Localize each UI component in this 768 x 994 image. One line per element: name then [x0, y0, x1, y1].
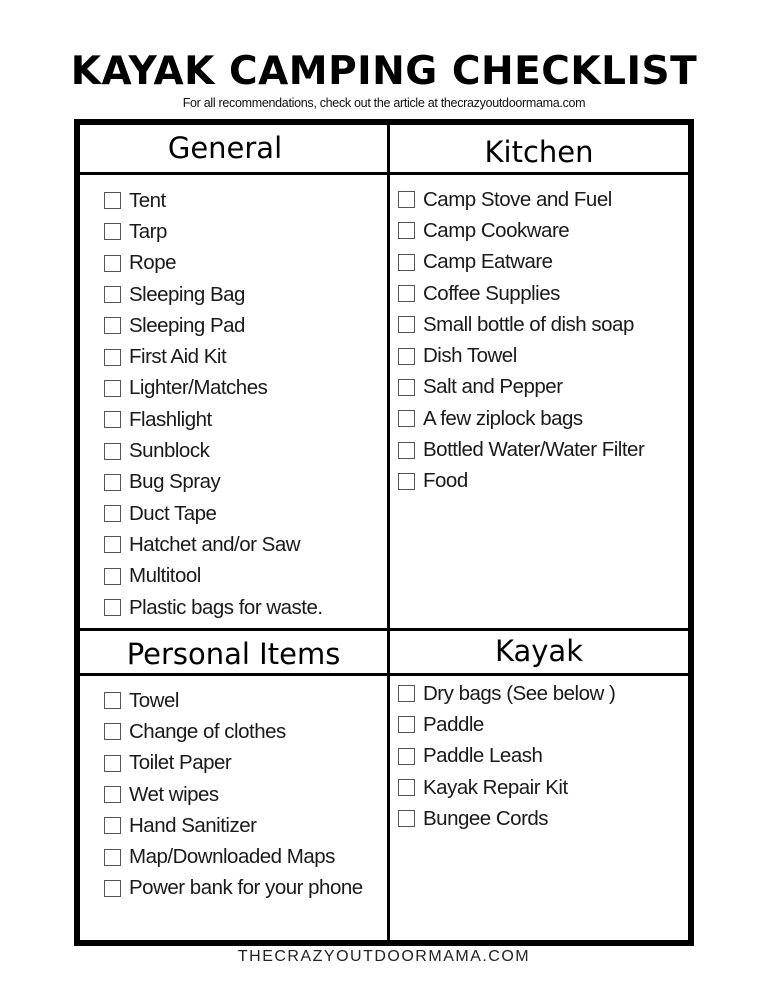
- checklist-item-label: Flashlight: [129, 407, 212, 431]
- checklist-item-label: Dish Towel: [423, 344, 517, 368]
- page-subtitle: For all recommendations, check out the article at thecrazyoutdoormama.com: [182, 96, 586, 110]
- checklist-item[interactable]: [104, 810, 363, 841]
- checkbox-icon[interactable]: [104, 849, 121, 866]
- checklist-item[interactable]: [104, 873, 363, 904]
- checkbox-icon[interactable]: [398, 348, 415, 365]
- checklist-item[interactable]: [398, 309, 644, 340]
- checklist-item-label: Toilet Paper: [129, 751, 232, 775]
- checklist-item[interactable]: [104, 685, 363, 716]
- checkbox-icon[interactable]: [104, 723, 121, 740]
- checklist-item-label: Paddle: [423, 712, 484, 736]
- list-general: [104, 185, 323, 623]
- section-heading-kayak: Kayak: [494, 634, 583, 668]
- checklist-item-label: Camp Cookware: [423, 218, 570, 242]
- checkbox-icon[interactable]: [398, 254, 415, 271]
- checklist-item-label: Lighter/Matches: [129, 376, 268, 400]
- checklist-item[interactable]: [398, 247, 644, 278]
- checklist-item-label: Food: [423, 469, 468, 493]
- checklist-item[interactable]: [398, 403, 644, 434]
- checklist-item[interactable]: [104, 248, 323, 279]
- checkbox-icon[interactable]: [398, 810, 415, 827]
- checklist-item[interactable]: [104, 435, 323, 466]
- checkbox-icon[interactable]: [398, 779, 415, 796]
- checklist-item-label: Plastic bags for waste.: [129, 595, 323, 619]
- checklist-item-label: Camp Stove and Fuel: [423, 187, 612, 211]
- checklist-item-label: Towel: [129, 688, 179, 712]
- checklist-item[interactable]: [398, 678, 615, 709]
- checkbox-icon[interactable]: [398, 191, 415, 208]
- checkbox-icon[interactable]: [104, 317, 121, 334]
- checklist-item-label: Camp Eatware: [423, 250, 553, 274]
- list-kayak: [398, 678, 615, 834]
- checklist-item[interactable]: [104, 279, 323, 310]
- checklist-item-label: Hand Sanitizer: [129, 813, 257, 837]
- checklist-item-label: Bungee Cords: [423, 806, 549, 830]
- checkbox-icon[interactable]: [104, 286, 121, 303]
- page-title: KAYAK CAMPING CHECKLIST: [70, 49, 698, 94]
- checkbox-icon[interactable]: [104, 380, 121, 397]
- checkbox-icon[interactable]: [104, 599, 121, 616]
- checklist-item[interactable]: [398, 772, 615, 803]
- checklist-grid: [74, 119, 694, 946]
- checkbox-icon[interactable]: [398, 316, 415, 333]
- checklist-item[interactable]: [104, 779, 363, 810]
- list-kitchen: [398, 184, 644, 497]
- checkbox-icon[interactable]: [104, 443, 121, 460]
- checkbox-icon[interactable]: [398, 442, 415, 459]
- checklist-item-label: Hatchet and/or Saw: [129, 532, 301, 556]
- checklist-item-label: A few ziplock bags: [423, 406, 583, 430]
- checklist-item-label: Duct Tape: [129, 501, 217, 525]
- checklist-item[interactable]: [398, 215, 644, 246]
- checklist-item-label: Sleeping Bag: [129, 282, 245, 306]
- checklist-item[interactable]: [398, 372, 644, 403]
- row-divider-top-header: [80, 172, 688, 175]
- checklist-item-label: Rope: [129, 251, 177, 275]
- checklist-item[interactable]: [104, 310, 323, 341]
- checkbox-icon[interactable]: [104, 349, 121, 366]
- list-personal-items: [104, 685, 363, 904]
- checklist-item[interactable]: [398, 741, 615, 772]
- section-heading-general: General: [167, 131, 283, 165]
- checklist-item[interactable]: [104, 498, 323, 529]
- checklist-item-label: Change of clothes: [129, 719, 286, 743]
- checklist-item-label: Multitool: [129, 564, 201, 588]
- checklist-item[interactable]: [104, 216, 323, 247]
- checkbox-icon[interactable]: [104, 411, 121, 428]
- checklist-item[interactable]: [104, 748, 363, 779]
- checkbox-icon[interactable]: [398, 410, 415, 427]
- checkbox-icon[interactable]: [104, 880, 121, 897]
- checklist-item-label: Wet wipes: [129, 782, 219, 806]
- checklist-item[interactable]: [398, 709, 615, 740]
- checklist-item-label: Tent: [129, 188, 166, 212]
- checkbox-icon[interactable]: [398, 685, 415, 702]
- checkbox-icon[interactable]: [398, 379, 415, 396]
- checklist-item-label: Sleeping Pad: [129, 313, 245, 337]
- checklist-item-label: Power bank for your phone: [129, 876, 363, 900]
- checkbox-icon[interactable]: [104, 817, 121, 834]
- checklist-item[interactable]: [398, 278, 644, 309]
- checklist-item[interactable]: [398, 466, 644, 497]
- checkbox-icon[interactable]: [104, 755, 121, 772]
- checkbox-icon[interactable]: [104, 568, 121, 585]
- checklist-item-label: Map/Downloaded Maps: [129, 845, 335, 869]
- checkbox-icon[interactable]: [398, 473, 415, 490]
- checklist-item[interactable]: [104, 467, 323, 498]
- checkbox-icon[interactable]: [398, 716, 415, 733]
- section-heading-kitchen: Kitchen: [484, 135, 594, 169]
- checklist-item[interactable]: [398, 340, 644, 371]
- checklist-item-label: First Aid Kit: [129, 345, 227, 369]
- checkbox-icon[interactable]: [104, 255, 121, 272]
- checklist-item-label: Sunblock: [129, 439, 210, 463]
- checkbox-icon[interactable]: [398, 748, 415, 765]
- checklist-item-label: Kayak Repair Kit: [423, 775, 568, 799]
- checklist-item[interactable]: [398, 184, 644, 215]
- checklist-item-label: Dry bags (See below ): [423, 681, 616, 705]
- checklist-item[interactable]: [104, 373, 323, 404]
- checklist-item-label: Small bottle of dish soap: [423, 312, 634, 336]
- checkbox-icon[interactable]: [104, 474, 121, 491]
- checkbox-icon[interactable]: [398, 222, 415, 239]
- checkbox-icon[interactable]: [104, 536, 121, 553]
- checkbox-icon[interactable]: [398, 285, 415, 302]
- checklist-item[interactable]: [104, 716, 363, 747]
- checklist-item[interactable]: [104, 404, 323, 435]
- checklist-item-label: Bottled Water/Water Filter: [423, 438, 645, 462]
- checklist-item-label: Bug Spray: [129, 470, 221, 494]
- checkbox-icon[interactable]: [104, 692, 121, 709]
- checklist-item[interactable]: [104, 341, 323, 372]
- checklist-item-label: Paddle Leash: [423, 744, 543, 768]
- checkbox-icon[interactable]: [104, 192, 121, 209]
- checklist-item[interactable]: [398, 803, 615, 834]
- checklist-item[interactable]: [104, 185, 323, 216]
- checklist-item-label: Salt and Pepper: [423, 375, 563, 399]
- checklist-item-label: Coffee Supplies: [423, 281, 560, 305]
- checklist-item[interactable]: [398, 434, 644, 465]
- checklist-item[interactable]: [104, 529, 323, 560]
- checklist-item[interactable]: [104, 841, 363, 872]
- footer-website: THECRAZYOUTDOORMAMA.COM: [237, 948, 531, 965]
- section-heading-personal-items: Personal Items: [126, 637, 341, 671]
- column-divider: [387, 125, 390, 940]
- checklist-item[interactable]: [104, 561, 323, 592]
- checklist-item[interactable]: [104, 592, 323, 623]
- checkbox-icon[interactable]: [104, 223, 121, 240]
- checklist-item-label: Tarp: [129, 219, 167, 243]
- checkbox-icon[interactable]: [104, 505, 121, 522]
- checkbox-icon[interactable]: [104, 786, 121, 803]
